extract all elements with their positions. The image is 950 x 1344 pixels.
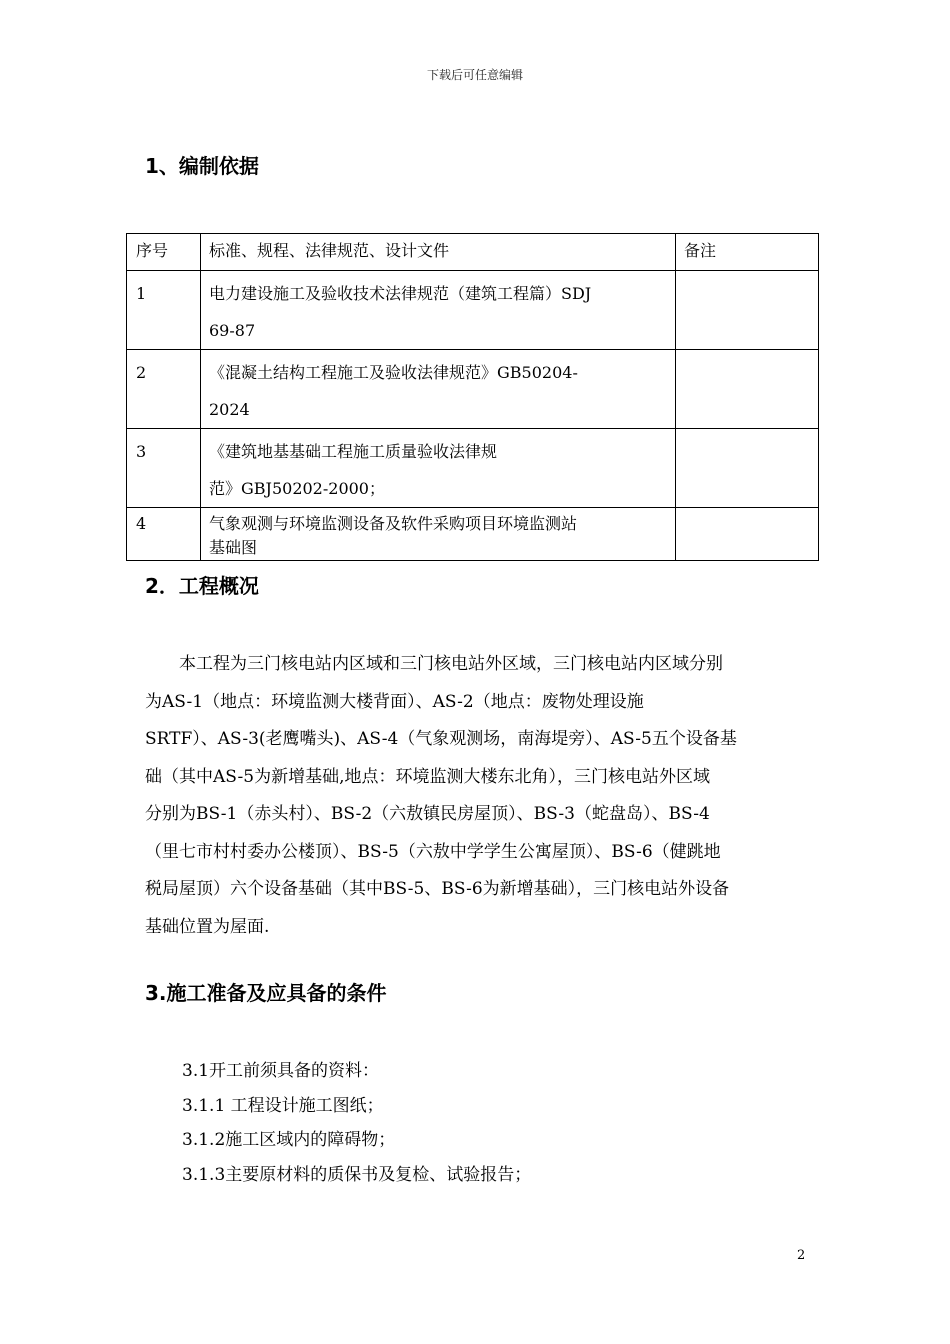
section-1-title: 1、编制依据 xyxy=(145,154,259,178)
section-3-title: 3.施工准备及应具备的条件 xyxy=(145,981,387,1005)
row-note xyxy=(676,508,819,561)
row-document-line: 69-87 xyxy=(209,321,256,340)
row-document-line: 《混凝土结构工程施工及验收法律规范》GB50204- xyxy=(209,363,578,382)
header-cell-note: 备注 xyxy=(676,234,819,271)
body-line: 本工程为三门核电站内区域和三门核电站外区域，三门核电站内区域分别 xyxy=(145,654,723,674)
row-document-line: 气象观测与环境监测设备及软件采购项目环境监测站 xyxy=(209,514,578,533)
page-header: 下载后可任意编辑 xyxy=(426,68,523,82)
table-row xyxy=(127,350,819,429)
table-row xyxy=(127,271,819,350)
row-number: 4 xyxy=(127,508,201,561)
row-document xyxy=(201,271,676,350)
table-header-row xyxy=(127,234,819,271)
list-item: 3.1.3主要原材料的质保书及复检、试验报告； xyxy=(182,1164,532,1185)
body-line: 为AS-1（地点：环境监测大楼背面）、AS-2（地点：废物处理设施 xyxy=(145,691,644,712)
row-document-line: 2024 xyxy=(209,400,250,419)
list-item: 3.1.2施工区域内的障碍物； xyxy=(182,1130,396,1150)
header-cell-no: 序号 xyxy=(127,234,201,271)
list-item: 3.1.1 工程设计施工图纸； xyxy=(182,1095,384,1116)
section-2-body xyxy=(145,646,807,946)
body-line: 分别为BS-1（赤头村）、BS-2（六敖镇民房屋顶）、BS-3（蛇盘岛）、BS-4 xyxy=(145,804,710,824)
section-3-list xyxy=(182,1054,531,1192)
row-document xyxy=(201,429,676,508)
list-item: 3.1开工前须具备的资料： xyxy=(182,1061,380,1081)
section-2-title: 2．工程概况 xyxy=(145,574,259,598)
body-line: 基础位置为屋面. xyxy=(145,916,270,937)
row-number: 1 xyxy=(127,271,201,350)
row-document-line: 范》GBJ50202-2000； xyxy=(209,479,385,498)
table-row xyxy=(127,429,819,508)
row-note xyxy=(676,429,819,508)
header-cell-doc: 标准、规程、法律规范、设计文件 xyxy=(201,234,676,271)
body-line: （里七市村村委办公楼顶）、BS-5（六敖中学学生公寓屋顶）、BS-6（健跳地 xyxy=(145,841,721,862)
row-document-line: 《建筑地基基础工程施工质量验收法律规 xyxy=(209,442,498,461)
row-note xyxy=(676,350,819,429)
row-document-line: 基础图 xyxy=(209,538,258,557)
row-note xyxy=(676,271,819,350)
row-document-line: 电力建设施工及验收技术法律规范（建筑工程篇）SDJ xyxy=(209,284,592,303)
row-number: 2 xyxy=(127,350,201,429)
row-document xyxy=(201,508,676,561)
basis-table xyxy=(126,233,819,561)
body-line: 税局屋顶）六个设备基础（其中BS-5、BS-6为新增基础），三门核电站外设备 xyxy=(145,879,730,899)
table-row xyxy=(127,508,819,561)
row-document xyxy=(201,350,676,429)
row-number: 3 xyxy=(127,429,201,508)
page-number: 2 xyxy=(797,1248,806,1263)
body-line: SRTF）、AS-3(老鹰嘴头)、AS-4（气象观测场，南海堤旁）、AS-5五个设备基 xyxy=(145,729,737,749)
body-line: 础（其中AS-5为新增基础,地点：环境监测大楼东北角），三门核电站外区域 xyxy=(145,766,711,787)
